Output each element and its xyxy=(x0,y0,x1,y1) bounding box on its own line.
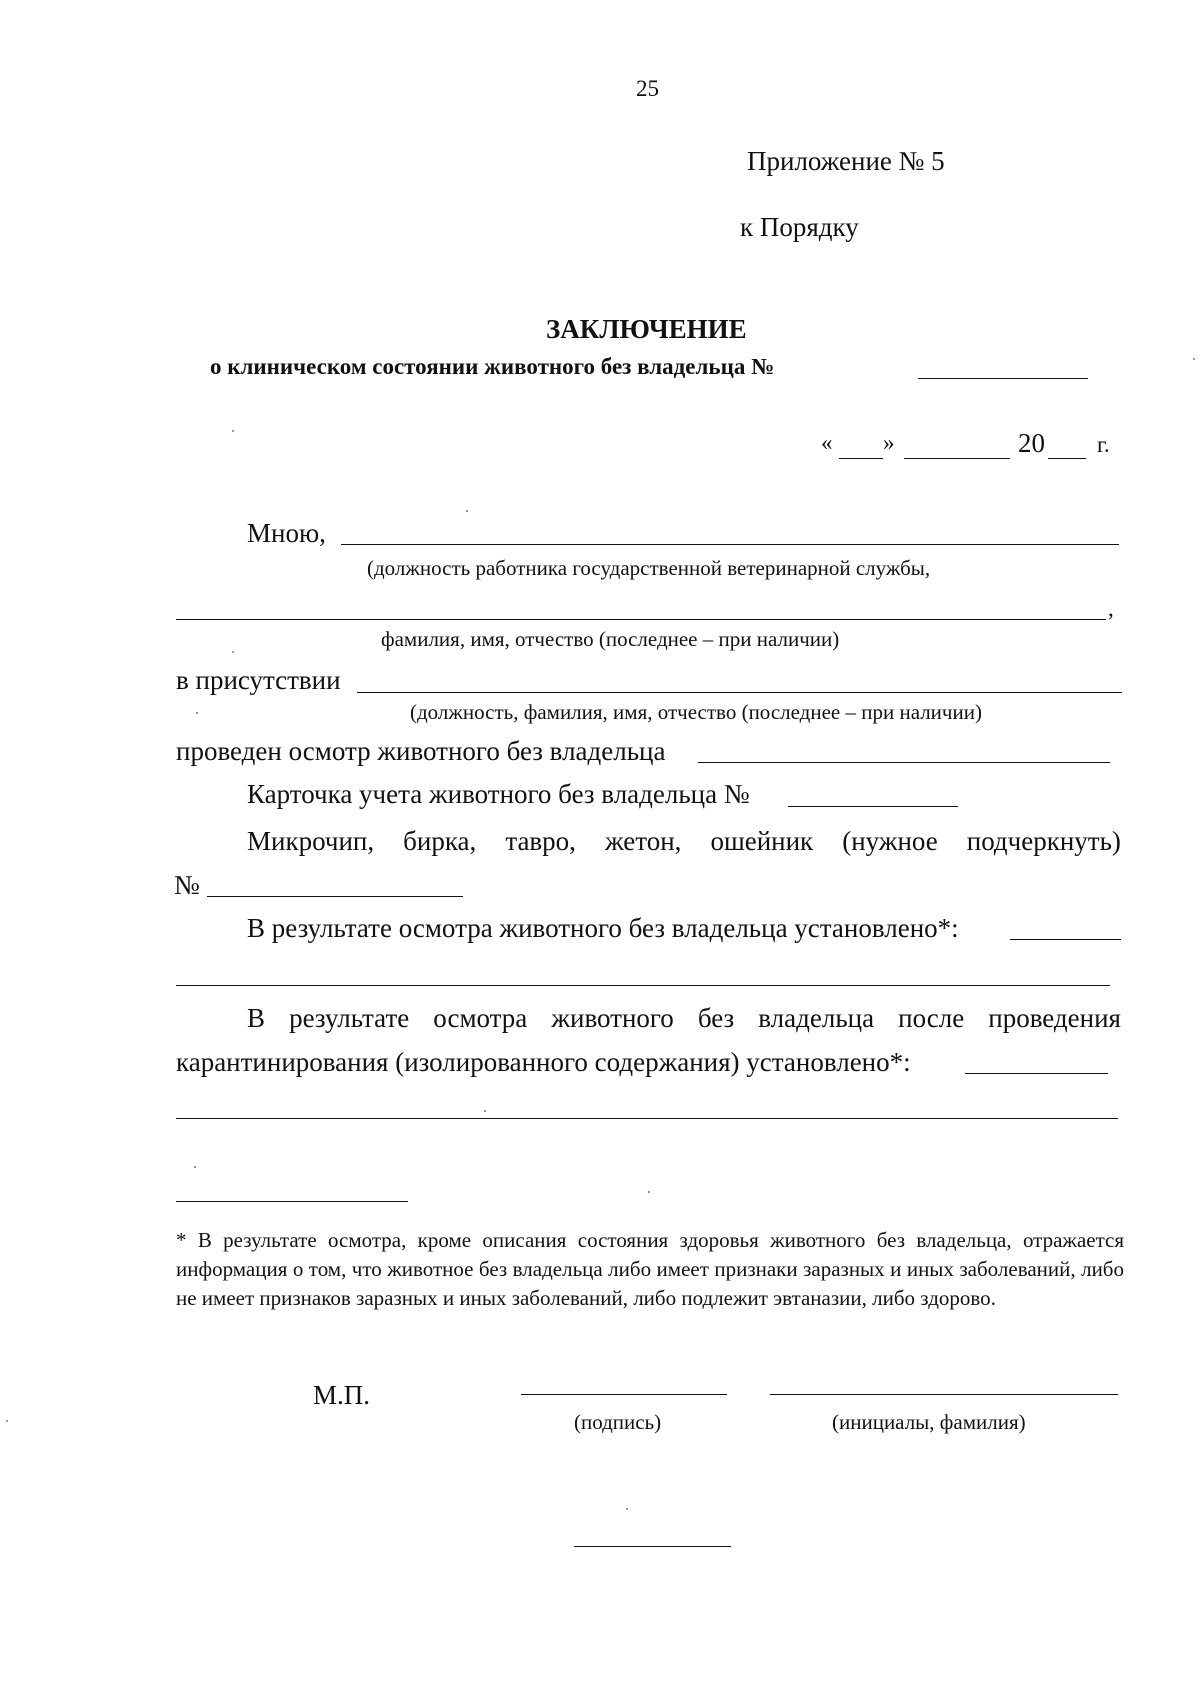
name-line-comma: , xyxy=(1108,596,1114,621)
result-2-word: животного xyxy=(551,1003,674,1033)
result-2-line-a[interactable] xyxy=(965,1073,1108,1074)
presence-label: в присутствии xyxy=(176,665,341,695)
signature-hint: (подпись) xyxy=(574,1410,662,1434)
date-day-line[interactable] xyxy=(839,458,883,459)
scan-speck xyxy=(6,1420,8,1422)
result-2-word: после xyxy=(898,1003,965,1033)
name-line[interactable] xyxy=(176,619,1106,620)
result-2-word: владельца xyxy=(758,1003,875,1033)
stamp-label: М.П. xyxy=(313,1380,371,1410)
by-me-hint: (должность работника государственной ветеринарной службы, xyxy=(367,556,931,580)
presence-line[interactable] xyxy=(357,692,1122,693)
chip-word: (нужное xyxy=(842,826,938,856)
closing-line xyxy=(574,1546,731,1547)
initials-hint: (инициалы, фамилия) xyxy=(832,1410,1026,1434)
presence-hint: (должность, фамилия, имя, отчество (последнее – при наличии) xyxy=(410,700,982,724)
card-number-line[interactable] xyxy=(788,806,958,807)
chip-number-sign: № xyxy=(174,870,200,900)
chip-types-line xyxy=(247,826,1121,857)
by-me-line[interactable] xyxy=(341,544,1119,545)
appendix-number: Приложение № 5 xyxy=(747,146,945,176)
result-2-word: проведения xyxy=(988,1003,1121,1033)
date-open-quote: « xyxy=(821,430,833,455)
scan-speck xyxy=(196,712,198,714)
chip-word: жетон, xyxy=(604,826,682,856)
inspection-label: проведен осмотр животного без владельца xyxy=(176,736,666,766)
chip-word: тавро, xyxy=(505,826,576,856)
date-year-suffix: г. xyxy=(1097,432,1110,457)
chip-word: бирка, xyxy=(403,826,477,856)
date-close-quote: » xyxy=(883,430,895,455)
date-month-line[interactable] xyxy=(904,458,1010,459)
result-1-line-b[interactable] xyxy=(176,985,1110,986)
scan-speck xyxy=(194,1166,196,1168)
result-2-line-b[interactable] xyxy=(176,1118,1118,1119)
result-2-word: результате xyxy=(289,1003,410,1033)
chip-number-line[interactable] xyxy=(207,896,463,897)
subtitle-number-line[interactable] xyxy=(918,378,1088,379)
scan-speck xyxy=(232,430,234,432)
by-me-label: Мною, xyxy=(247,518,326,548)
appendix-reference: к Порядку xyxy=(740,212,859,242)
date-year-prefix: 20 xyxy=(1018,428,1045,458)
chip-word: ошейник xyxy=(710,826,814,856)
initials-line[interactable] xyxy=(770,1394,1118,1395)
scan-speck xyxy=(232,651,234,653)
scan-speck xyxy=(484,1110,486,1112)
document-subtitle: о клиническом состоянии животного без владельца № xyxy=(210,354,775,379)
chip-word: подчеркнуть) xyxy=(966,826,1121,856)
footnote-text: * В результате осмотра, кроме описания состояния здоровья животного без владельца, отражается информация о том, что животное без владельца либо имеет признаки заразных и иных заболеваний, либо не имеет признаков заразных и иных заболеваний, либо подлежит эвтаназии, либо здорово. xyxy=(176,1228,1124,1310)
result-1-line-a[interactable] xyxy=(1010,939,1121,940)
scan-speck xyxy=(466,510,468,512)
scan-speck xyxy=(648,1191,650,1193)
date-year-line[interactable] xyxy=(1048,458,1086,459)
result-2-word: В xyxy=(247,1003,266,1033)
card-label: Карточка учета животного без владельца № xyxy=(247,779,750,809)
result-2-line-2: карантинирования (изолированного содержания) установлено*: xyxy=(176,1047,911,1077)
result-2-word: без xyxy=(697,1003,735,1033)
scan-speck xyxy=(1193,358,1195,360)
signature-line[interactable] xyxy=(521,1394,727,1395)
page-number: 25 xyxy=(636,76,659,101)
result-2-word: осмотра xyxy=(433,1003,528,1033)
scan-speck xyxy=(626,1508,628,1510)
result-2-line-1 xyxy=(247,1003,1121,1034)
inspection-line[interactable] xyxy=(698,762,1110,763)
result-1-label: В результате осмотра животного без владельца установлено*: xyxy=(247,913,959,943)
chip-word: Микрочип, xyxy=(247,826,375,856)
footnote-separator xyxy=(176,1201,408,1202)
document-title: ЗАКЛЮЧЕНИЕ xyxy=(546,314,747,344)
name-hint: фамилия, имя, отчество (последнее – при наличии) xyxy=(381,627,840,651)
